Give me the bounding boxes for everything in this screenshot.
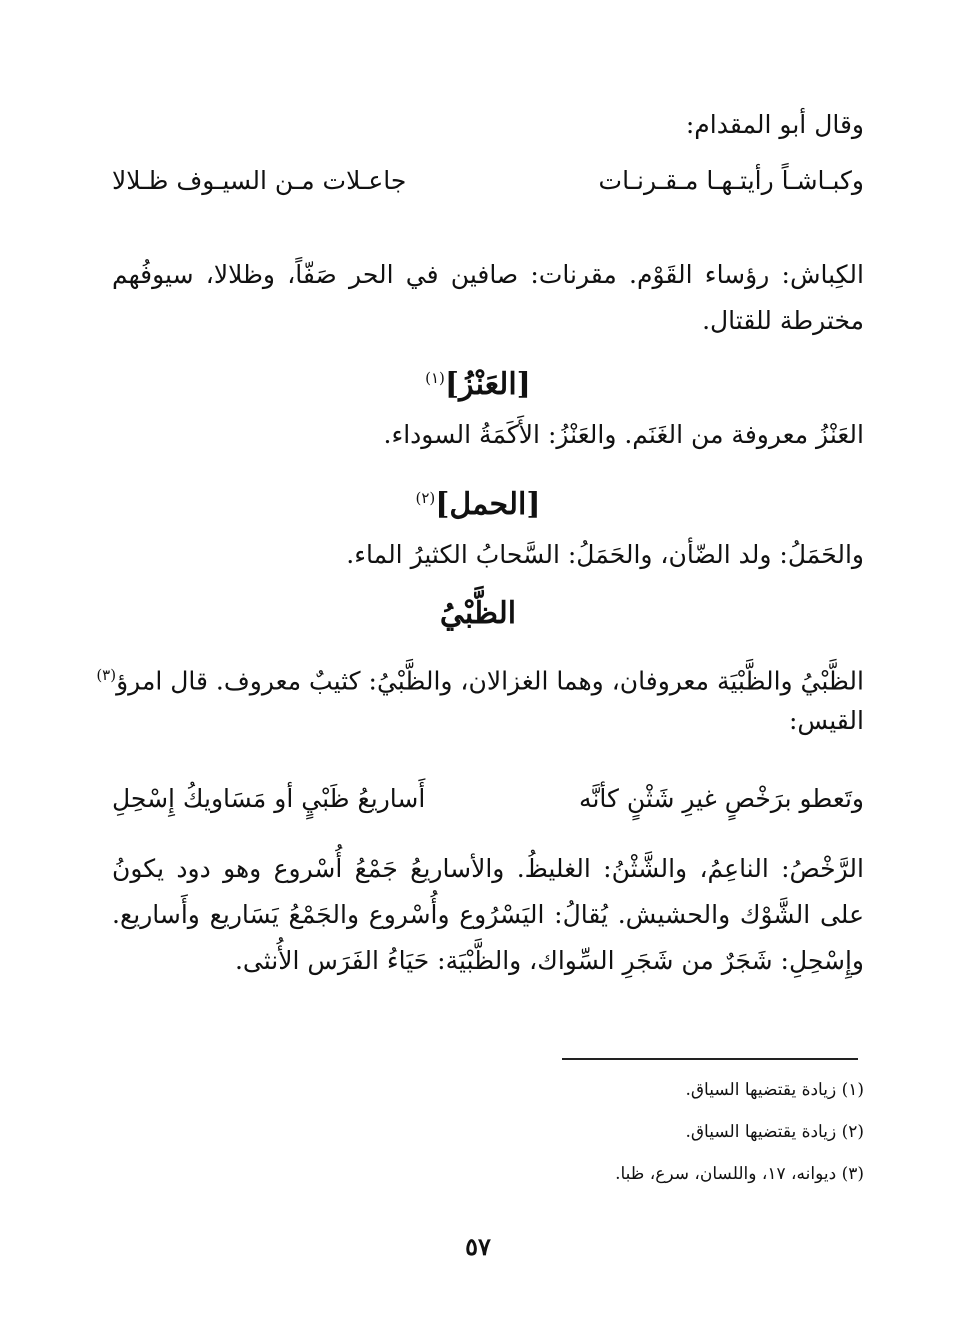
footnote-ref-3: (٣) [96,666,117,684]
page-number: ٥٧ [465,1232,491,1261]
haml-text: والحَمَلُ: ولد الضّأن، والحَمَلُ: السَّحابُ الكثيرُ الماء. [346,540,864,569]
heading-haml [0,476,956,527]
heading-anz-title: [العَنْزُ] [444,367,531,402]
verse-1-left-hemistich: جاعـلات مـن السيـوف ظـلالا [112,166,407,195]
verse-2-right-hemistich: وتَعطو برَخْصٍ غيرِ شَثْنٍ كأنَّه [579,784,864,813]
zaby-text-main: الظَّبْيُ والظَّبْيَة معروفان، وهما الغزالان، والظَّبْيُ: كثيبٌ معروف. قال امرؤ [116,666,864,696]
footnote-ref-1: (١) [425,369,445,387]
heading-zaby: الظَّبْيُ [439,596,517,631]
verse-2 [112,776,864,822]
verse-2-left-hemistich: أَساريعُ ظَبْيٍ أو مَسَاويكُ إِسْحِلِ [112,784,426,813]
intro-line: وقال أبو المقدام: [685,110,864,139]
heading-haml-title: [الحمل] [435,487,541,522]
explanation-2: الرَّخْصُ: الناعِمُ، والشَّثْنُ: الغليظُ. والأساريعُ جَمْعُ أُسْروع وهو دود يكونُ على الشَّوْك والحشيش. يُقالُ: اليَسْرُوع وأُسْروع والجَمْعُ يَسَاريع وأَساريع. وإِسْحِلِ: شَجَرٌ من شَجَرِ السِّواك، والظَّبْيَة: حَيَاءُ الفَرَس الأُنثى. [112,854,864,975]
zaby-text [96,652,864,704]
verse-1-right-hemistich: وكبـاشـاً رأيتـهـا مـقـرنـات [598,166,864,195]
footnote-3: (٣) ديوانه، ١٧، واللسان، سرع، ظبا. [615,1164,864,1184]
zaby-text-continued: القيس: [788,706,864,735]
heading-anz [0,356,956,407]
footnote-1: (١) زيادة يقتضيها السياق. [685,1080,864,1100]
explanation-1: الكِباش: رؤساء القَوْم. مقرنات: صافين في الحر صَفّاً، وظلالا، سيوفُهم مخترطة للقتال. [112,260,864,335]
footnote-separator [562,1058,858,1060]
footnote-ref-2: (٢) [415,489,436,507]
verse-1 [112,158,864,204]
footnote-2: (٢) زيادة يقتضيها السياق. [685,1122,864,1142]
anz-text: العَنْزُ معروفة من الغَنَم. والعَنْزُ: الأَكَمَةُ السوداء. [383,420,864,449]
